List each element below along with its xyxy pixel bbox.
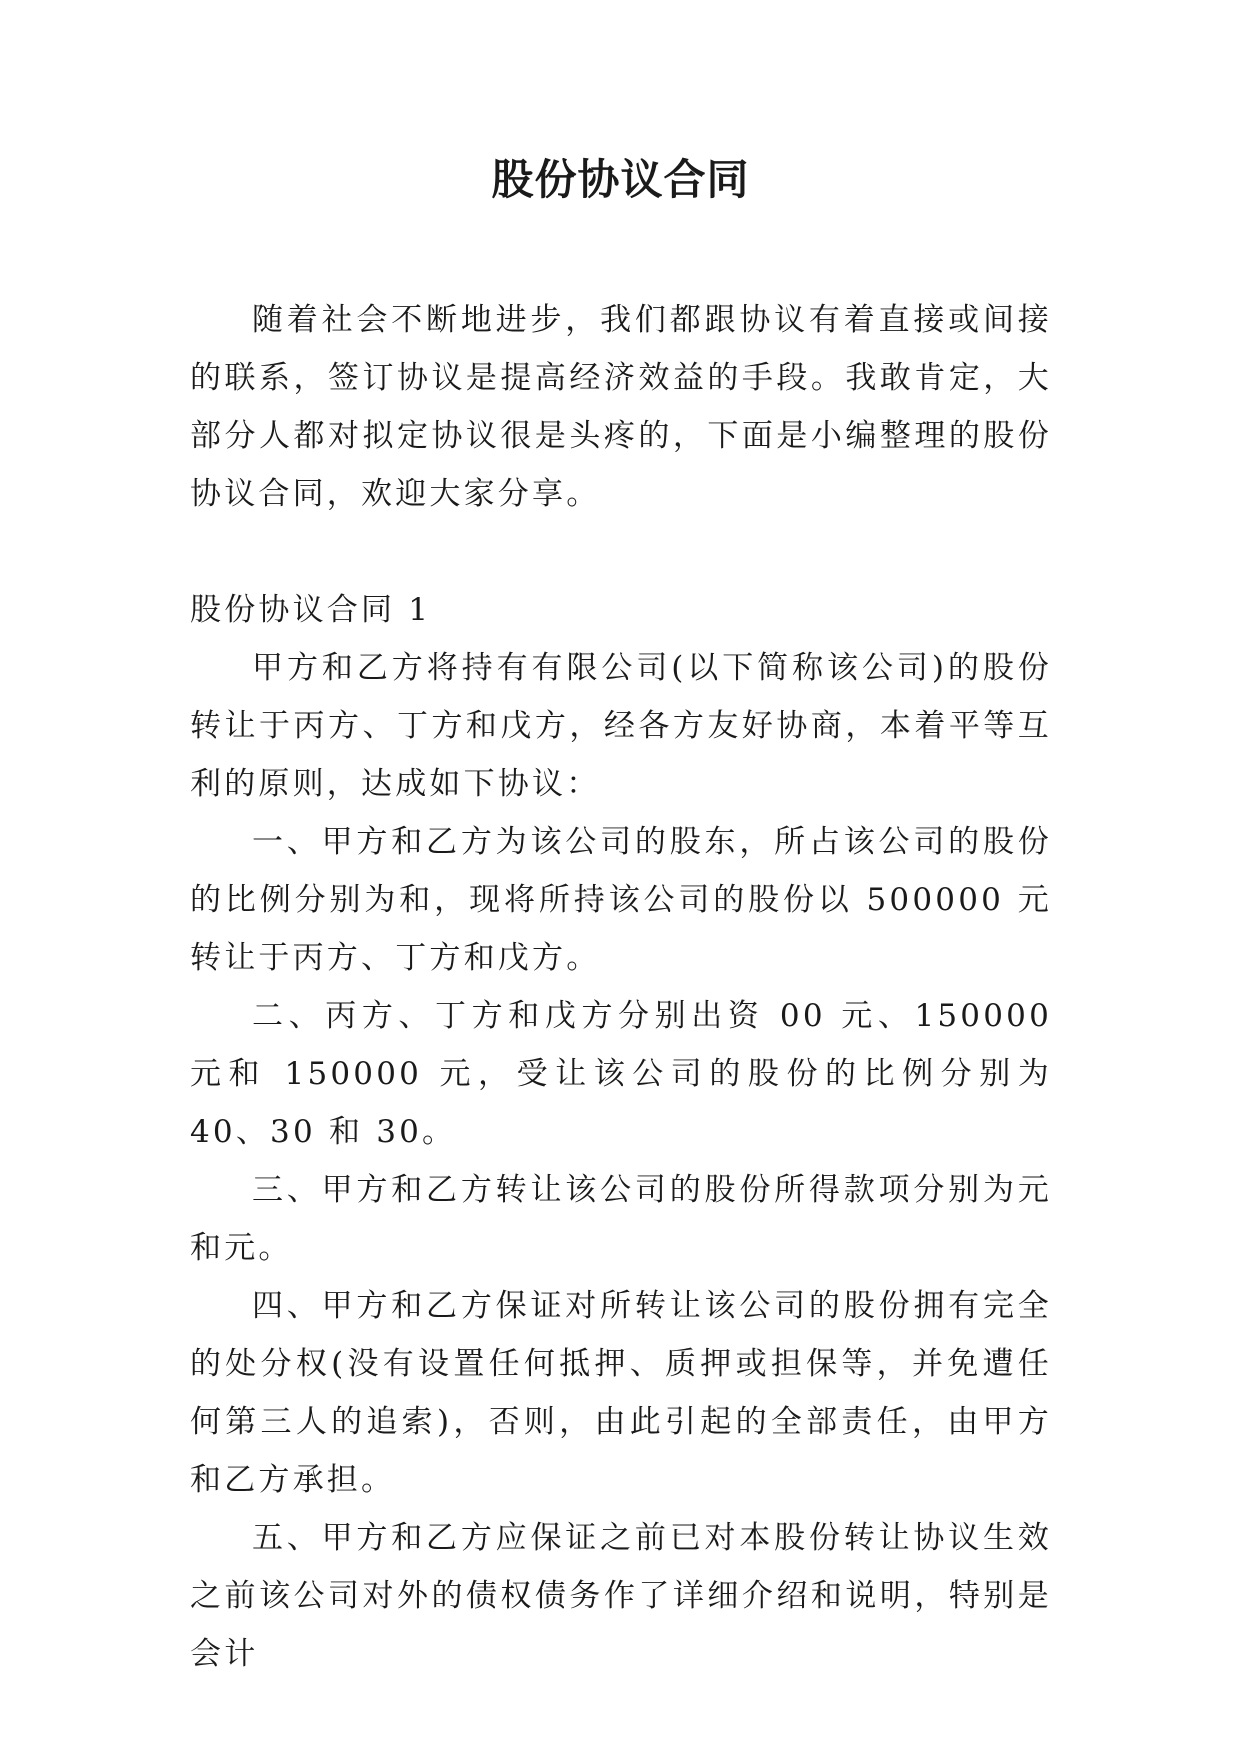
paragraph-clause-4: 四、甲方和乙方保证对所转让该公司的股份拥有完全的处分权(没有设置任何抵押、质押或担保等，并免遭任何第三人的追索)，否则，由此引起的全部责任，由甲方和乙方承担。 [190, 1288, 1052, 1498]
paragraph-gap [190, 523, 1052, 581]
paragraph-clause-2: 二、丙方、丁方和戊方分别出资 00 元、150000 元和 150000 元，受让该公司的股份的比例分别为 40、30 和 30。 [190, 998, 1052, 1150]
paragraph-clause-5: 五、甲方和乙方应保证之前已对本股份转让协议生效之前该公司对外的债权债务作了详细介绍和说明，特别是会计 [190, 1520, 1052, 1672]
intro-paragraph: 随着社会不断地进步，我们都跟协议有着直接或间接的联系，签订协议是提高经济效益的手段。我敢肯定，大部分人都对拟定协议很是头疼的，下面是小编整理的股份协议合同，欢迎大家分享。 [190, 302, 1052, 512]
document-body [190, 291, 1052, 1683]
paragraph-clause-1: 一、甲方和乙方为该公司的股东，所占该公司的股份的比例分别为和，现将所持该公司的股份以 500000 元转让于丙方、丁方和戊方。 [190, 824, 1052, 976]
paragraph-clause-3: 三、甲方和乙方转让该公司的股份所得款项分别为元和元。 [190, 1172, 1052, 1266]
document-title: 股份协议合同 [491, 155, 750, 204]
paragraph-preamble: 甲方和乙方将持有有限公司(以下简称该公司)的股份转让于丙方、丁方和戊方，经各方友好协商，本着平等互利的原则，达成如下协议： [190, 650, 1052, 802]
section-heading: 股份协议合同 1 [190, 592, 432, 628]
